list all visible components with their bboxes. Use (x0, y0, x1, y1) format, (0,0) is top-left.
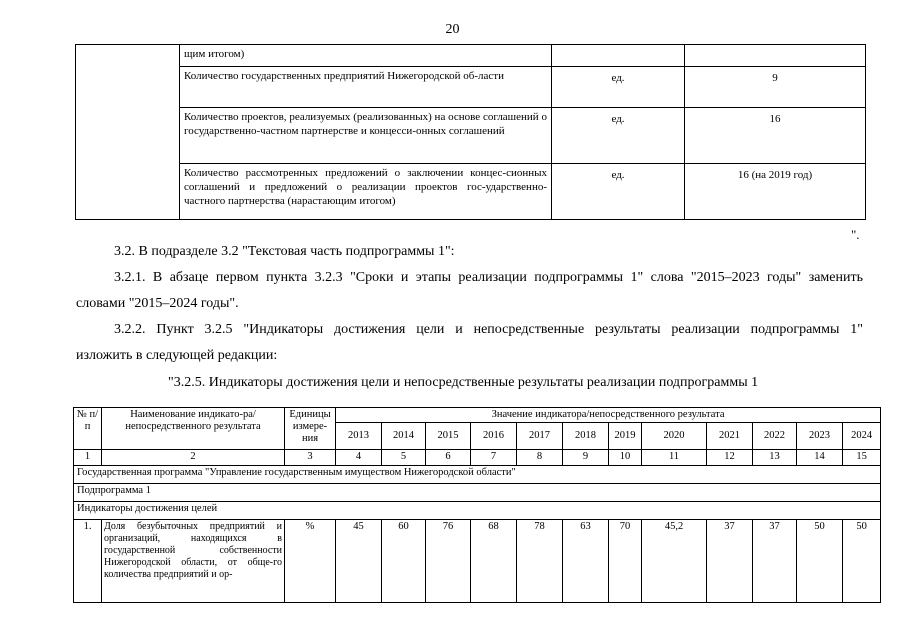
column-number: 2 (102, 450, 285, 466)
year-cell: 2019 (609, 423, 642, 450)
header-name: Наименование индикато-ра/непосредственного результата (102, 408, 285, 450)
year-cell: 2013 (336, 423, 382, 450)
column-number: 3 (285, 450, 336, 466)
column-number: 4 (336, 450, 382, 466)
column-number: 5 (382, 450, 426, 466)
column-number: 7 (471, 450, 517, 466)
column-number: 15 (843, 450, 881, 466)
year-value: 60 (382, 520, 426, 603)
section-heading-3-2-5: "3.2.5. Индикаторы достижения цели и непосредственные результаты реализации подпрограммы 1 (168, 375, 759, 390)
indicator-unit: ед. (552, 67, 685, 108)
column-number: 9 (563, 450, 609, 466)
year-value: 68 (471, 520, 517, 603)
column-number: 14 (797, 450, 843, 466)
goal-indicators-title: Индикаторы достижения целей (74, 502, 881, 520)
row-number: 1. (74, 520, 102, 603)
column-number: 11 (642, 450, 707, 466)
table-row (74, 520, 881, 603)
indicator-value: 9 (685, 67, 866, 108)
section-row (74, 466, 881, 484)
column-numbers-row (74, 450, 881, 466)
year-value: 50 (843, 520, 881, 603)
indicator-value: 16 (685, 108, 866, 164)
table-row (76, 67, 866, 108)
indicator-description: Количество проектов, реализуемых (реализованных) на основе соглашений о государственно-частном партнерстве и концесси-онных соглашений (180, 108, 552, 164)
year-value: 45 (336, 520, 382, 603)
year-cell: 2014 (382, 423, 426, 450)
year-cell: 2015 (426, 423, 471, 450)
column-number: 12 (707, 450, 753, 466)
year-value: 50 (797, 520, 843, 603)
paragraph-3-2-1-line1: 3.2.1. В абзаце первом пункта 3.2.3 "Сроки и этапы реализации подпрограммы 1" слова "2015–2023 годы" заменить (114, 270, 863, 285)
column-number: 13 (753, 450, 797, 466)
year-cell: 2024 (843, 423, 881, 450)
continuation-table (75, 44, 866, 220)
year-cell: 2023 (797, 423, 843, 450)
section-row (74, 484, 881, 502)
year-value: 76 (426, 520, 471, 603)
header-value-group: Значение индикатора/непосредственного результата (336, 408, 881, 423)
section-row (74, 502, 881, 520)
header-unit: Единицы измере-ния (285, 408, 336, 450)
indicator-unit (552, 45, 685, 67)
year-cell: 2020 (642, 423, 707, 450)
indicator-unit: ед. (552, 108, 685, 164)
year-cell: 2016 (471, 423, 517, 450)
year-cell: 2022 (753, 423, 797, 450)
paragraph-3-2-1-line2: словами "2015–2024 годы". (76, 296, 239, 311)
year-value: 70 (609, 520, 642, 603)
table-row (76, 108, 866, 164)
year-value: 45,2 (642, 520, 707, 603)
column-number: 10 (609, 450, 642, 466)
column-number: 8 (517, 450, 563, 466)
program-title: Государственная программа "Управление государственным имуществом Нижегородской области" (74, 466, 881, 484)
subprogram-title: Подпрограмма 1 (74, 484, 881, 502)
table-row (76, 45, 866, 67)
paragraph-3-2: 3.2. В подразделе 3.2 "Текстовая часть подпрограммы 1": (114, 244, 455, 259)
year-value: 63 (563, 520, 609, 603)
year-cell: 2018 (563, 423, 609, 450)
header-num: № п/п (74, 408, 102, 450)
indicator-description: Количество рассмотренных предложений о заключении концес-сионных соглашений и предложений о реализации проектов гос-ударственно-частного партнерства (нарастающим итогом) (180, 164, 552, 220)
column-number: 1 (74, 450, 102, 466)
year-value: 37 (707, 520, 753, 603)
indicator-value: 16 (на 2019 год) (685, 164, 866, 220)
indicator-description: Количество государственных предприятий Нижегородской об-ласти (180, 67, 552, 108)
year-cell: 2021 (707, 423, 753, 450)
indicator-name: Доля безубыточных предприятий и организаций, находящихся в государственной собственности Нижегородской области, от обще-го количества предприятий и ор- (102, 520, 285, 603)
table-row (76, 164, 866, 220)
year-value: 37 (753, 520, 797, 603)
indicator-value (685, 45, 866, 67)
table-header-row (74, 408, 881, 423)
page-number: 20 (445, 22, 460, 37)
closing-quote: ". (851, 227, 860, 242)
indicator-unit: ед. (552, 164, 685, 220)
indicator-description: щим итогом) (180, 45, 552, 67)
indicator-unit: % (285, 520, 336, 603)
paragraph-3-2-2-line1: 3.2.2. Пункт 3.2.5 "Индикаторы достижения цели и непосредственные результаты реализации подпрограммы 1" (114, 322, 863, 337)
year-cell: 2017 (517, 423, 563, 450)
column-number: 6 (426, 450, 471, 466)
paragraph-3-2-2-line2: изложить в следующей редакции: (76, 348, 278, 363)
indicator-table (73, 407, 881, 603)
blank-cell (76, 45, 180, 220)
year-value: 78 (517, 520, 563, 603)
